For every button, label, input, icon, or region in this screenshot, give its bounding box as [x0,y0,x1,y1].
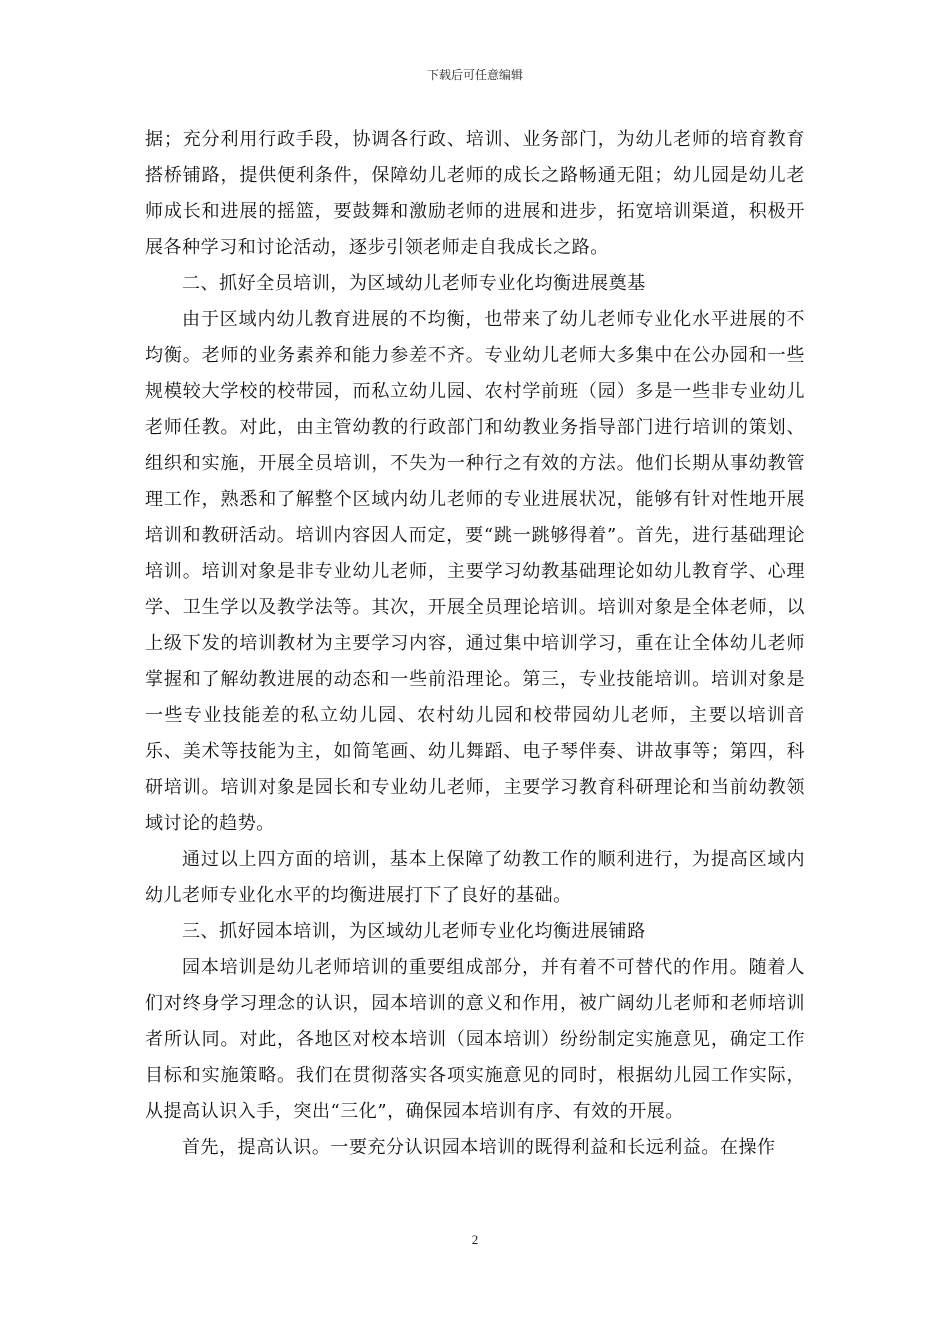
paragraph: 首先，提高认识。一要充分认识园本培训的既得利益和长远利益。在操作 [182,1137,776,1158]
document-body [145,122,805,1166]
paragraph: 由于区域内幼儿教育进展的不均衡，也带来了幼儿老师专业化水平进展的不均衡。老师的业务素养和能力参差不齐。专业幼儿老师大多集中在公办园和一些规模较大学校的校带园，而私立幼儿园、农村学前班（园）多是一些非专业幼儿老师任教。对此，由主管幼教的行政部门和幼教业务指导部门进行培训的策划、组织和实施，开展全员培训，不失为一种行之有效的方法。他们长期从事幼教管理工作，熟悉和了解整个区域内幼儿老师的专业进展状况，能够有针对性地开展培训和教研活动。培训内容因人而定，要“跳一跳够得着”。首先，进行基础理论培训。培训对象是非专业幼儿老师，主要学习幼教基础理论如幼儿教育学、心理学、卫生学以及教学法等。其次，开展全员理论培训。培训对象是全体老师，以上级下发的培训教材为主要学习内容，通过集中培训学习，重在让全体幼儿老师掌握和了解幼教进展的动态和一些前沿理论。第三，专业技能培训。培训对象是一些专业技能差的私立幼儿园、农村幼儿园和校带园幼儿老师，主要以培训音乐、美术等技能为主，如简笔画、幼儿舞蹈、电子琴伴奏、讲故事等；第四，科研培训。培训对象是园长和专业幼儿老师，主要学习教育科研理论和当前幼教领域讨论的趋势。 [145,309,805,834]
paragraph: 通过以上四方面的培训，基本上保障了幼教工作的顺利进行，为提高区域内幼儿老师专业化水平的均衡进展打下了良好的基础。 [145,849,805,906]
section-heading-2: 二、抓好全员培训，为区域幼儿老师专业化均衡进展奠基 [182,273,646,294]
page-header: 下载后可任意编辑 [426,68,523,82]
page-number: 2 [471,1232,479,1247]
paragraph-continuation: 据；充分利用行政手段，协调各行政、培训、业务部门，为幼儿老师的培育教育搭桥铺路，提供便利条件，保障幼儿老师的成长之路畅通无阻；幼儿园是幼儿老师成长和进展的摇篮，要鼓舞和激励老师的进展和进步，拓宽培训渠道，积极开展各种学习和讨论活动，逐步引领老师走自我成长之路。 [145,129,805,258]
paragraph: 园本培训是幼儿老师培训的重要组成部分，并有着不可替代的作用。随着人们对终身学习理念的认识，园本培训的意义和作用，被广阔幼儿老师和老师培训者所认同。对此，各地区对校本培训（园本培训）纷纷制定实施意见，确定工作目标和实施策略。我们在贯彻落实各项实施意见的同时，根据幼儿园工作实际，从提高认识入手，突出“三化”，确保园本培训有序、有效的开展。 [145,957,805,1122]
section-heading-3: 三、抓好园本培训，为区域幼儿老师专业化均衡进展铺路 [182,921,646,942]
